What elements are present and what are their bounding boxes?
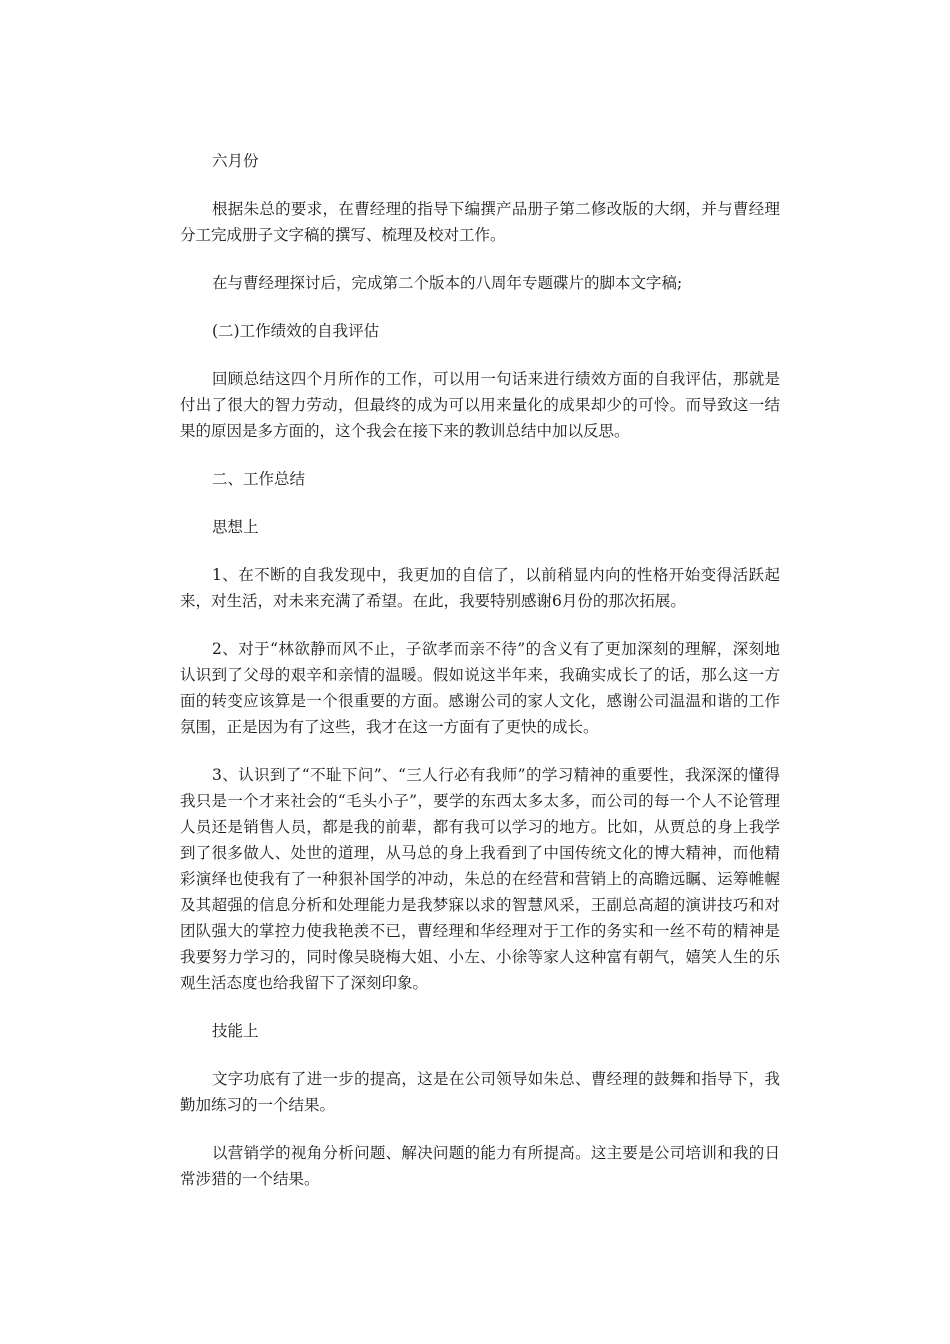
section-heading-self-evaluation: (二)工作绩效的自我评估 — [212, 322, 380, 340]
document-page — [180, 148, 780, 1214]
paragraph-june-heading: 六月份 — [212, 152, 259, 170]
subheading-thinking: 思想上 — [212, 518, 259, 536]
paragraph-disc-script: 在与曹经理探讨后，完成第二个版本的八周年专题碟片的脚本文字稿; — [212, 274, 683, 292]
paragraph-brochure-task: 根据朱总的要求，在曹经理的指导下编撰产品册子第二修改版的大纲，并与曹经理分工完成册子文字稿的撰写、梳理及校对工作。 — [180, 200, 780, 244]
paragraph-writing-skill: 文字功底有了进一步的提高，这是在公司领导如朱总、曹经理的鼓舞和指导下，我勤加练习的一个结果。 — [180, 1070, 780, 1114]
paragraph-marketing-skill: 以营销学的视角分析问题、解决问题的能力有所提高。这主要是公司培训和我的日常涉猎的一个结果。 — [180, 1144, 780, 1188]
paragraph-point-1: 1、在不断的自我发现中，我更加的自信了，以前稍显内向的性格开始变得活跃起来，对生活，对未来充满了希望。在此，我要特别感谢6月份的那次拓展。 — [180, 566, 780, 610]
subheading-skills: 技能上 — [212, 1022, 259, 1040]
section-heading-work-summary: 二、工作总结 — [212, 470, 306, 488]
paragraph-point-2: 2、对于“林欲静而风不止，子欲孝而亲不待”的含义有了更加深刻的理解，深刻地认识到了父母的艰辛和亲情的温暖。假如说这半年来，我确实成长了的话，那么这一方面的转变应该算是一个很重要的方面。感谢公司的家人文化，感谢公司温温和谐的工作氛围，正是因为有了这些，我才在这一方面有了更快的成长。 — [180, 640, 780, 736]
paragraph-point-3: 3、认识到了“不耻下问”、“三人行必有我师”的学习精神的重要性，我深深的懂得我只是一个才来社会的“毛头小子”，要学的东西太多太多，而公司的每一个人不论管理人员还是销售人员，都是我的前辈，都有我可以学习的地方。比如，从贾总的身上我学到了很多做人、处世的道理，从马总的身上我看到了中国传统文化的博大精神，而他精彩演绎也使我有了一种狠补国学的冲动，朱总的在经营和营销上的高瞻远瞩、运筹帷幄及其超强的信息分析和处理能力是我梦寐以求的智慧风采，王副总高超的演讲技巧和对团队强大的掌控力使我艳羡不已，曹经理和华经理对于工作的务实和一丝不苟的精神是我要努力学习的，同时像吴晓梅大姐、小左、小徐等家人这种富有朝气，嬉笑人生的乐观生活态度也给我留下了深刻印象。 — [180, 766, 780, 992]
paragraph-review-summary: 回顾总结这四个月所作的工作，可以用一句话来进行绩效方面的自我评估，那就是付出了很大的智力劳动，但最终的成为可以用来量化的成果却少的可怜。而导致这一结果的原因是多方面的，这个我会在接下来的教训总结中加以反思。 — [180, 370, 780, 440]
